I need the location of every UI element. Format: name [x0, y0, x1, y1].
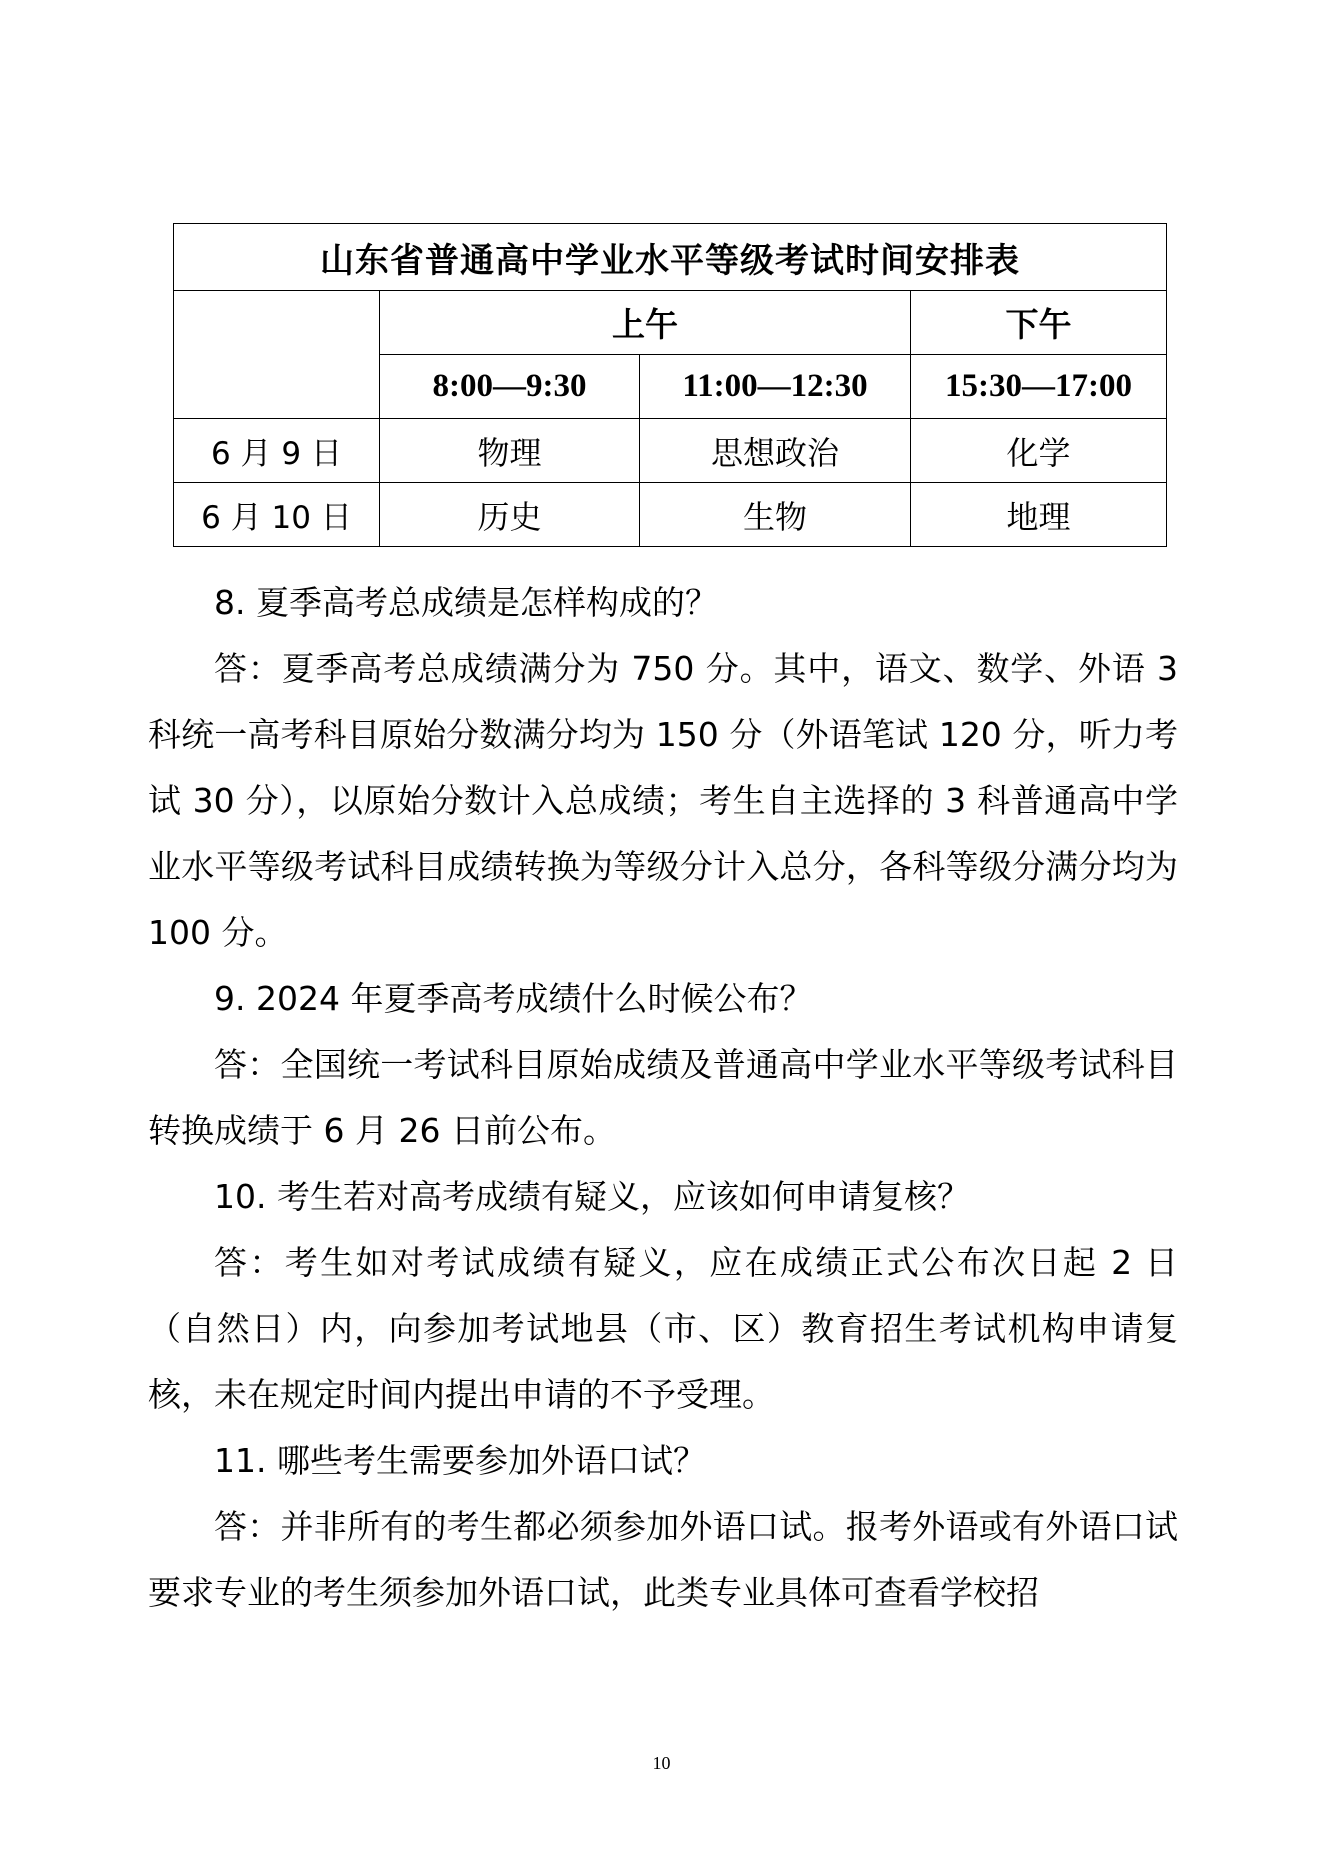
body-text: [148, 570, 1178, 1626]
table-title: 山东省普通高中学业水平等级考试时间安排表: [174, 224, 1167, 291]
answer-paragraph: 答：全国统一考试科目原始成绩及普通高中学业水平等级考试科目转换成绩于 6 月 26 日前公布。: [148, 1045, 1178, 1150]
table-row: [174, 483, 1167, 547]
subject-cell: 化学: [911, 419, 1167, 483]
subject-cell: 历史: [380, 483, 640, 547]
answer-paragraph: 答：考生如对考试成绩有疑义，应在成绩正式公布次日起 2 日（自然日）内，向参加考试地县（市、区）教育招生考试机构申请复核，未在规定时间内提出申请的不予受理。: [148, 1243, 1178, 1414]
time-slot: 15:30—17:00: [911, 355, 1167, 419]
date-cell: 6 月 9 日: [174, 419, 380, 483]
morning-header: 上午: [380, 291, 911, 355]
time-slot: 11:00—12:30: [640, 355, 911, 419]
time-slot: 8:00—9:30: [380, 355, 640, 419]
question-heading: 9. 2024 年夏季高考成绩什么时候公布？: [214, 979, 813, 1018]
afternoon-header: 下午: [911, 291, 1167, 355]
subject-cell: 物理: [380, 419, 640, 483]
page-number: 10: [652, 1753, 671, 1773]
subject-cell: 地理: [911, 483, 1167, 547]
question-heading: 11. 哪些考生需要参加外语口试？: [214, 1441, 706, 1480]
answer-paragraph: 答：并非所有的考生都必须参加外语口试。报考外语或有外语口试要求专业的考生须参加外语口试，此类专业具体可查看学校招: [148, 1507, 1178, 1612]
table-corner-cell: [174, 291, 380, 419]
question-heading: 8. 夏季高考总成绩是怎样构成的？: [214, 583, 718, 622]
subject-cell: 思想政治: [640, 419, 911, 483]
question-heading: 10. 考生若对高考成绩有疑义，应该如何申请复核？: [214, 1177, 970, 1216]
exam-schedule-table: [173, 223, 1167, 547]
answer-paragraph: 答：夏季高考总成绩满分为 750 分。其中，语文、数学、外语 3 科统一高考科目原始分数满分均为 150 分（外语笔试 120 分，听力考试 30 分），以原始分数计入总成绩；考生自主选择的 3 科普通高中学业水平等级考试科目成绩转换为等级分计入总分，各科等级分满分均为 100 分。: [148, 649, 1178, 952]
table-row: [174, 419, 1167, 483]
subject-cell: 生物: [640, 483, 911, 547]
date-cell: 6 月 10 日: [174, 483, 380, 547]
